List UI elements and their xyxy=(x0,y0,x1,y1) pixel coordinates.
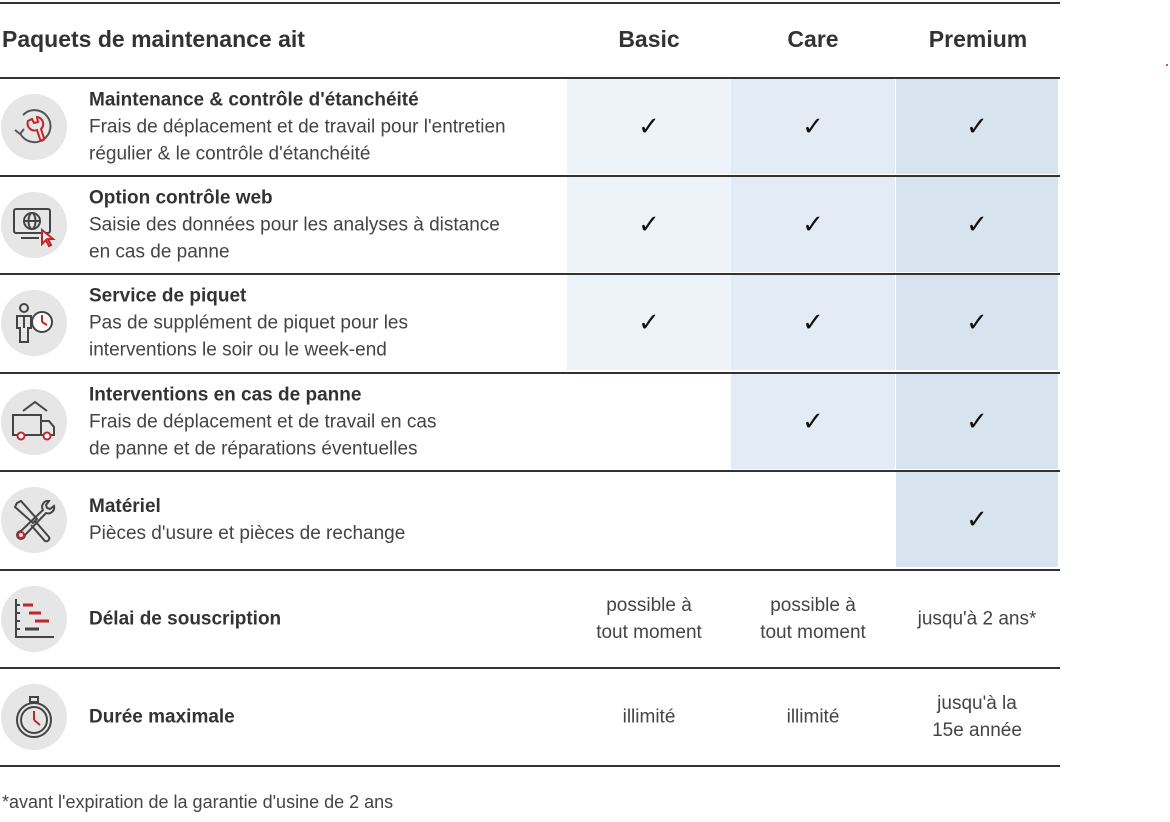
check-icon: ✓ xyxy=(802,406,824,437)
table-row xyxy=(0,569,1060,666)
table-row xyxy=(0,77,1060,174)
premium-cell xyxy=(896,79,1058,174)
row-label xyxy=(89,282,549,363)
footnote: *avant l'expiration de la garantie d'usine de 2 ans xyxy=(2,792,394,812)
row-label xyxy=(89,86,549,167)
row-title: Interventions en cas de panne xyxy=(89,384,362,405)
premium-cell xyxy=(896,571,1058,666)
premium-cell xyxy=(896,472,1058,567)
check-icon: ✓ xyxy=(966,307,988,338)
care-cell xyxy=(731,669,895,765)
row-description: Frais de déplacement et de travail pour l'entretien régulier & le contrôle d'étanchéité xyxy=(89,116,506,164)
basic-cell xyxy=(567,79,731,174)
table-row xyxy=(0,273,1060,370)
check-icon: ✓ xyxy=(802,209,824,240)
check-icon: ✓ xyxy=(966,111,988,142)
check-icon: ✓ xyxy=(966,406,988,437)
row-title: Durée maximale xyxy=(89,706,235,728)
row-label xyxy=(89,493,549,547)
row-title: Maintenance & contrôle d'étanchéité xyxy=(89,89,419,110)
basic-cell xyxy=(567,177,731,272)
row-title: Option contrôle web xyxy=(89,187,273,208)
row-label xyxy=(89,704,549,731)
care-cell xyxy=(731,275,895,370)
stopwatch-icon xyxy=(1,684,67,750)
check-icon: ✓ xyxy=(802,111,824,142)
service-van-house-icon xyxy=(1,389,67,455)
care-cell xyxy=(731,79,895,174)
care-cell xyxy=(731,177,895,272)
check-icon: ✓ xyxy=(638,307,660,338)
premium-cell xyxy=(896,275,1058,370)
premium-cell xyxy=(896,374,1058,469)
row-description: Pièces d'usure et pièces de rechange xyxy=(89,522,406,544)
row-label xyxy=(89,381,549,462)
gantt-chart-icon xyxy=(1,586,67,652)
row-title: Matériel xyxy=(89,495,161,517)
value-text: jusqu'à 2 ans* xyxy=(917,608,1037,629)
row-title: Délai de souscription xyxy=(89,608,282,629)
on-call-person-clock-icon xyxy=(1,290,67,356)
check-icon: ✓ xyxy=(638,111,660,142)
table-header xyxy=(0,4,1060,77)
check-icon: ✓ xyxy=(966,504,988,535)
table-row xyxy=(0,470,1060,567)
value-text: illimité xyxy=(622,706,676,728)
row-title: Service de piquet xyxy=(89,285,247,306)
accent-dot xyxy=(1166,64,1168,66)
web-monitor-globe-icon xyxy=(1,192,67,258)
check-icon: ✓ xyxy=(802,307,824,338)
row-label xyxy=(89,184,549,265)
care-cell xyxy=(731,571,895,666)
value-text: possible à tout moment xyxy=(760,594,866,643)
row-description: Saisie des données pour les analyses à distance en cas de panne xyxy=(89,214,500,262)
table-row xyxy=(0,175,1060,272)
check-icon: ✓ xyxy=(638,209,660,240)
basic-cell xyxy=(567,571,731,666)
row-description: Frais de déplacement et de travail en cas de panne et de réparations éventuelles xyxy=(89,411,437,459)
value-text: illimité xyxy=(786,706,840,728)
premium-cell xyxy=(896,177,1058,272)
check-icon: ✓ xyxy=(966,209,988,240)
table-row xyxy=(0,667,1060,767)
basic-cell xyxy=(567,275,731,370)
value-text: jusqu'à la 15e année xyxy=(932,693,1022,741)
maintenance-wrench-cycle-icon xyxy=(1,94,67,160)
value-text: possible à tout moment xyxy=(596,594,702,643)
table-title: Paquets de maintenance ait xyxy=(2,26,305,52)
table-row xyxy=(0,372,1060,469)
column-header-premium: Premium xyxy=(928,26,1028,52)
tools-wrench-screwdriver-icon xyxy=(1,487,67,553)
column-header-care: Care xyxy=(787,26,839,52)
column-header-basic: Basic xyxy=(618,26,680,52)
row-label xyxy=(89,605,549,632)
basic-cell xyxy=(567,669,731,765)
care-cell xyxy=(731,374,895,469)
row-description: Pas de supplément de piquet pour les interventions le soir ou le week-end xyxy=(89,312,408,360)
premium-cell xyxy=(896,669,1058,765)
